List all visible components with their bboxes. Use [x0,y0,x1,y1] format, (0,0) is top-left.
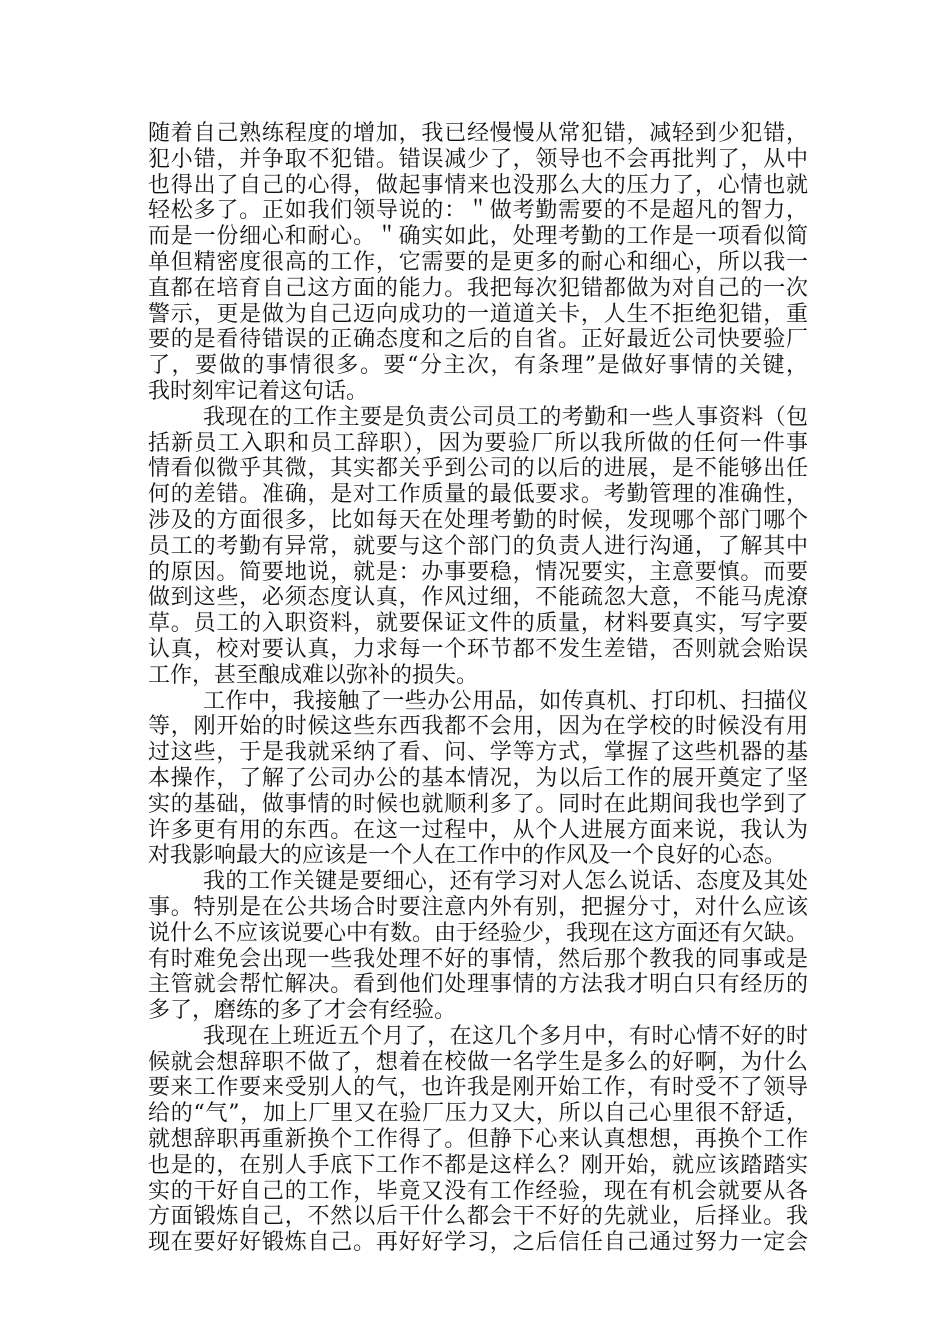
text-line: 要的是看待错误的正确态度和之后的自省。正好最近公司快要验厂 [148,327,808,353]
text-line: 实的干好自己的工作，毕竟又没有工作经验，现在有机会就要从各 [148,1178,808,1204]
text-line: 要来工作要来受别人的气，也许我是刚开始工作，有时受不了领导 [148,1075,808,1101]
text-line: 说什么不应该说要心中有数。由于经验少，我现在这方面还有欠缺。 [148,920,809,946]
text-line: 做到这些，必须态度认真，作风过细，不能疏忽大意，不能马虎潦 [148,585,808,611]
paragraph [148,121,808,405]
text-line: 了，要做的事情很多。要“分主次，有条理”是做好事情的关键， [148,353,808,379]
text-line: 工作中，我接触了一些办公用品，如传真机、打印机、扫描仪 [203,688,808,714]
text-line: 而是一份细心和耐心。＂确实如此，处理考勤的工作是一项看似简 [148,224,808,250]
text-line: 草。员工的入职资料，就要保证文件的质量，材料要真实，写字要 [148,611,808,637]
paragraph [148,405,808,689]
text-line: 本操作，了解了公司办公的基本情况，为以后工作的展开奠定了坚 [148,765,808,791]
text-line: 直都在培育自己这方面的能力。我把每次犯错都做为对自己的一次 [148,275,808,301]
text-line: 过这些，于是我就采纳了看、问、学等方式，掌握了这些机器的基 [148,740,808,766]
text-line: 实的基础，做事情的时候也就顺利多了。同时在此期间我也学到了 [148,791,808,817]
text-line: 就想辞职再重新换个工作得了。但静下心来认真想想，再换个工作 [148,1127,808,1153]
text-line: 犯小错，并争取不犯错。错误减少了，领导也不会再批判了，从中 [148,146,808,172]
text-line: 单但精密度很高的工作，它需要的是更多的耐心和细心，所以我一 [148,249,808,275]
text-line: 对我影响最大的应该是一个人在工作中的作风及一个良好的心态。 [148,843,787,869]
text-line: 许多更有用的东西。在这一过程中，从个人进展方面来说，我认为 [148,817,808,843]
text-line: 方面锻炼自己，不然以后干什么都会干不好的先就业，后择业。我 [148,1204,808,1230]
text-line: 认真，校对要认真，力求每一个环节都不发生差错，否则就会贻误 [148,636,808,662]
text-line: 警示，更是做为自己迈向成功的一道道关卡，人生不拒绝犯错，重 [148,301,808,327]
paragraph [148,869,808,1024]
text-line: 我现在上班近五个月了，在这几个多月中，有时心情不好的时 [203,1023,808,1049]
text-line: 我的工作关键是要细心，还有学习对人怎么说话、态度及其处 [203,869,808,895]
text-line: 事。特别是在公共场合时要注意内外有别，把握分寸，对什么应该 [148,894,808,920]
text-line: 我时刻牢记着这句话。 [148,378,369,404]
text-line: 我现在的工作主要是负责公司员工的考勤和一些人事资料（包 [203,404,808,430]
document-body [148,121,808,1256]
text-line: 括新员工入职和员工辞职），因为要验厂所以我所做的任何一件事 [148,430,808,456]
text-line: 候就会想辞职不做了，想着在校做一名学生是多么的好啊，为什么 [148,1049,808,1075]
text-line: 有时难免会出现一些我处理不好的事情，然后那个教我的同事或是 [148,946,808,972]
text-line: 也是的，在别人手底下工作不都是这样么？刚开始，就应该踏踏实 [148,1152,808,1178]
text-line: 等，刚开始的时候这些东西我都不会用，因为在学校的时候没有用 [148,714,808,740]
text-line: 的原因。简要地说，就是：办事要稳，情况要实，主意要慎。而要 [148,559,808,585]
text-line: 工作，甚至酿成难以弥补的损失。 [148,662,479,688]
text-line: 何的差错。准确，是对工作质量的最低要求。考勤管理的准确性， [148,482,808,508]
text-line: 也得出了自己的心得，做起事情来也没那么大的压力了，心情也就 [148,172,808,198]
paragraph [148,689,808,870]
text-line: 给的“气”，加上厂里又在验厂压力又大，所以自己心里很不舒适， [148,1101,808,1127]
text-line: 主管就会帮忙解决。看到他们处理事情的方法我才明白只有经历的 [148,972,808,998]
text-line: 员工的考勤有异常，就要与这个部门的负责人进行沟通，了解其中 [148,533,808,559]
text-line: 轻松多了。正如我们领导说的：＂做考勤需要的不是超凡的智力， [148,198,808,224]
text-line: 现在要好好锻炼自己。再好好学习，之后信任自己通过努力一定会 [148,1230,808,1256]
text-line: 情看似微乎其微，其实都关乎到公司的以后的进展，是不能够出任 [148,456,808,482]
paragraph [148,1024,808,1256]
text-line: 多了，磨练的多了才会有经验。 [148,998,457,1024]
text-line: 随着自己熟练程度的增加，我已经慢慢从常犯错，减轻到少犯错， [148,121,808,146]
text-line: 涉及的方面很多，比如每天在处理考勤的时候，发现哪个部门哪个 [148,507,808,533]
